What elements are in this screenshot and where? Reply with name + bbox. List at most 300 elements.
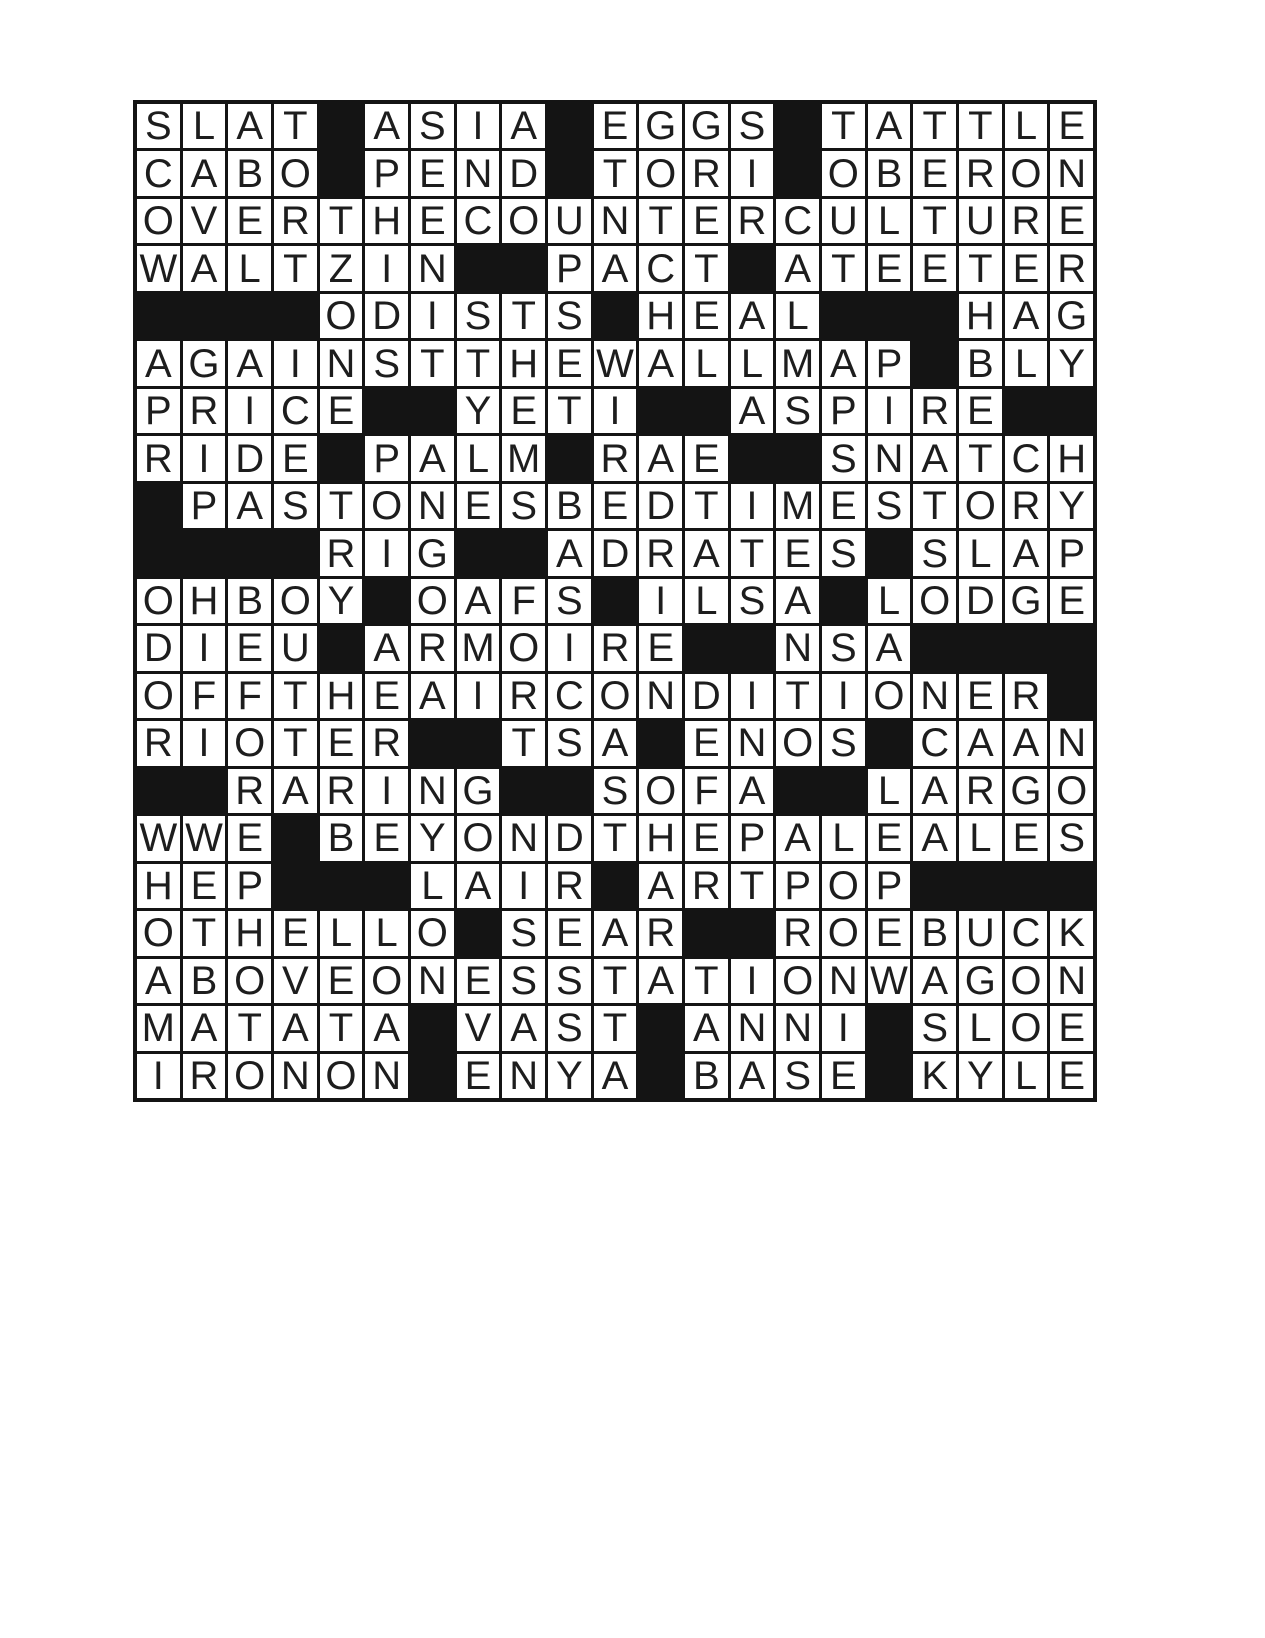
letter-cell: B: [228, 151, 271, 195]
black-square: [274, 864, 317, 908]
letter-cell: O: [639, 151, 682, 195]
letter-cell: V: [457, 1006, 500, 1050]
letter-cell: T: [594, 816, 637, 860]
letter-cell: R: [639, 531, 682, 575]
letter-cell: L: [320, 911, 363, 955]
letter-cell: G: [183, 341, 226, 385]
letter-cell: A: [913, 769, 956, 813]
letter-cell: L: [731, 341, 774, 385]
letter-cell: I: [183, 721, 226, 765]
letter-cell: R: [594, 436, 637, 480]
letter-cell: N: [502, 816, 545, 860]
letter-cell: L: [868, 579, 911, 623]
black-square: [868, 721, 911, 765]
letter-cell: L: [1005, 341, 1048, 385]
letter-cell: R: [731, 199, 774, 243]
letter-cell: A: [594, 721, 637, 765]
letter-cell: C: [274, 389, 317, 433]
letter-cell: S: [274, 484, 317, 528]
letter-cell: Y: [320, 579, 363, 623]
letter-cell: O: [274, 151, 317, 195]
letter-cell: N: [913, 674, 956, 718]
letter-cell: S: [1050, 816, 1093, 860]
letter-cell: T: [594, 1006, 637, 1050]
letter-cell: L: [959, 531, 1002, 575]
letter-cell: A: [639, 436, 682, 480]
letter-cell: O: [502, 199, 545, 243]
black-square: [411, 721, 454, 765]
letter-cell: L: [868, 199, 911, 243]
letter-cell: O: [959, 484, 1002, 528]
letter-cell: E: [320, 721, 363, 765]
letter-cell: W: [137, 246, 180, 290]
letter-cell: S: [822, 531, 865, 575]
letter-cell: E: [959, 389, 1002, 433]
letter-cell: O: [365, 959, 408, 1003]
letter-cell: N: [868, 436, 911, 480]
black-square: [411, 1006, 454, 1050]
black-square: [868, 531, 911, 575]
black-square: [228, 531, 271, 575]
black-square: [639, 721, 682, 765]
letter-cell: N: [274, 1054, 317, 1098]
letter-cell: T: [548, 389, 591, 433]
letter-cell: S: [548, 721, 591, 765]
letter-cell: A: [868, 626, 911, 670]
letter-cell: N: [411, 769, 454, 813]
letter-cell: H: [639, 816, 682, 860]
letter-cell: A: [731, 389, 774, 433]
letter-cell: A: [228, 104, 271, 148]
letter-cell: T: [502, 294, 545, 338]
letter-cell: A: [365, 104, 408, 148]
letter-cell: W: [594, 341, 637, 385]
letter-cell: T: [320, 484, 363, 528]
black-square: [776, 104, 819, 148]
letter-cell: D: [959, 579, 1002, 623]
letter-cell: A: [685, 1006, 728, 1050]
letter-cell: I: [365, 246, 408, 290]
black-square: [868, 294, 911, 338]
letter-cell: E: [685, 816, 728, 860]
letter-cell: L: [183, 104, 226, 148]
letter-cell: A: [868, 104, 911, 148]
letter-cell: T: [959, 436, 1002, 480]
black-square: [411, 389, 454, 433]
black-square: [320, 104, 363, 148]
letter-cell: B: [548, 484, 591, 528]
letter-cell: T: [685, 959, 728, 1003]
letter-cell: I: [365, 769, 408, 813]
letter-cell: D: [548, 816, 591, 860]
letter-cell: B: [868, 151, 911, 195]
letter-cell: M: [137, 1006, 180, 1050]
black-square: [457, 531, 500, 575]
letter-cell: E: [868, 816, 911, 860]
black-square: [183, 294, 226, 338]
black-square: [457, 721, 500, 765]
black-square: [274, 294, 317, 338]
letter-cell: E: [502, 389, 545, 433]
letter-cell: B: [685, 1054, 728, 1098]
letter-cell: P: [868, 341, 911, 385]
letter-cell: E: [411, 151, 454, 195]
black-square: [1005, 864, 1048, 908]
letter-cell: R: [639, 911, 682, 955]
letter-cell: T: [274, 674, 317, 718]
letter-cell: R: [776, 911, 819, 955]
letter-cell: E: [1050, 579, 1093, 623]
letter-cell: A: [1005, 721, 1048, 765]
letter-cell: C: [776, 199, 819, 243]
letter-cell: L: [457, 436, 500, 480]
letter-cell: Y: [457, 389, 500, 433]
letter-cell: C: [1005, 911, 1048, 955]
letter-cell: A: [594, 1054, 637, 1098]
letter-cell: S: [411, 104, 454, 148]
letter-cell: E: [822, 1054, 865, 1098]
letter-cell: O: [411, 579, 454, 623]
black-square: [274, 531, 317, 575]
letter-cell: E: [411, 199, 454, 243]
letter-cell: L: [822, 816, 865, 860]
letter-cell: R: [685, 151, 728, 195]
letter-cell: A: [274, 769, 317, 813]
letter-cell: N: [1050, 959, 1093, 1003]
letter-cell: T: [457, 341, 500, 385]
letter-cell: M: [776, 341, 819, 385]
letter-cell: L: [1005, 104, 1048, 148]
letter-cell: Z: [320, 246, 363, 290]
letter-cell: E: [776, 531, 819, 575]
letter-cell: N: [411, 246, 454, 290]
black-square: [365, 389, 408, 433]
letter-cell: R: [913, 389, 956, 433]
black-square: [320, 864, 363, 908]
letter-cell: E: [913, 246, 956, 290]
letter-cell: H: [228, 911, 271, 955]
black-square: [411, 1054, 454, 1098]
black-square: [1050, 674, 1093, 718]
letter-cell: B: [320, 816, 363, 860]
letter-cell: P: [776, 864, 819, 908]
letter-cell: C: [137, 151, 180, 195]
black-square: [548, 104, 591, 148]
letter-cell: R: [959, 769, 1002, 813]
black-square: [685, 911, 728, 955]
letter-cell: I: [457, 674, 500, 718]
black-square: [365, 579, 408, 623]
letter-cell: H: [183, 579, 226, 623]
black-square: [457, 911, 500, 955]
letter-cell: I: [731, 151, 774, 195]
letter-cell: T: [776, 674, 819, 718]
letter-cell: A: [731, 294, 774, 338]
black-square: [959, 626, 1002, 670]
letter-cell: E: [1005, 816, 1048, 860]
letter-cell: E: [639, 626, 682, 670]
letter-cell: P: [365, 151, 408, 195]
black-square: [731, 436, 774, 480]
letter-cell: A: [913, 436, 956, 480]
letter-cell: I: [594, 389, 637, 433]
letter-cell: H: [639, 294, 682, 338]
letter-cell: S: [776, 1054, 819, 1098]
letter-cell: O: [137, 674, 180, 718]
letter-cell: N: [320, 341, 363, 385]
letter-cell: L: [411, 864, 454, 908]
letter-cell: O: [502, 626, 545, 670]
letter-cell: F: [685, 769, 728, 813]
letter-cell: O: [868, 674, 911, 718]
letter-cell: T: [822, 246, 865, 290]
black-square: [639, 1054, 682, 1098]
black-square: [274, 816, 317, 860]
letter-cell: D: [685, 674, 728, 718]
letter-cell: Y: [1050, 484, 1093, 528]
letter-cell: L: [228, 246, 271, 290]
black-square: [1050, 626, 1093, 670]
letter-cell: H: [1050, 436, 1093, 480]
black-square: [913, 864, 956, 908]
letter-cell: S: [776, 389, 819, 433]
letter-cell: P: [868, 864, 911, 908]
letter-cell: H: [365, 199, 408, 243]
letter-cell: C: [1005, 436, 1048, 480]
letter-cell: P: [731, 816, 774, 860]
letter-cell: O: [776, 959, 819, 1003]
letter-cell: N: [776, 626, 819, 670]
letter-cell: S: [822, 436, 865, 480]
letter-cell: N: [731, 721, 774, 765]
black-square: [822, 294, 865, 338]
letter-cell: C: [639, 246, 682, 290]
letter-cell: O: [137, 199, 180, 243]
black-square: [731, 246, 774, 290]
letter-cell: N: [1050, 151, 1093, 195]
black-square: [594, 579, 637, 623]
letter-cell: C: [457, 199, 500, 243]
letter-cell: T: [411, 341, 454, 385]
black-square: [776, 436, 819, 480]
letter-cell: W: [137, 816, 180, 860]
letter-cell: S: [822, 721, 865, 765]
letter-cell: I: [731, 674, 774, 718]
letter-cell: G: [411, 531, 454, 575]
letter-cell: O: [228, 1054, 271, 1098]
letter-cell: S: [457, 294, 500, 338]
letter-cell: E: [320, 959, 363, 1003]
letter-cell: I: [457, 104, 500, 148]
black-square: [183, 531, 226, 575]
letter-cell: O: [137, 579, 180, 623]
letter-cell: O: [274, 579, 317, 623]
letter-cell: W: [183, 816, 226, 860]
letter-cell: T: [183, 911, 226, 955]
letter-cell: A: [502, 104, 545, 148]
black-square: [548, 151, 591, 195]
letter-cell: R: [137, 721, 180, 765]
letter-cell: A: [1005, 294, 1048, 338]
letter-cell: H: [320, 674, 363, 718]
letter-cell: V: [274, 959, 317, 1003]
black-square: [731, 911, 774, 955]
letter-cell: Y: [1050, 341, 1093, 385]
letter-cell: B: [913, 911, 956, 955]
letter-cell: R: [502, 674, 545, 718]
letter-cell: A: [183, 1006, 226, 1050]
letter-cell: B: [959, 341, 1002, 385]
letter-cell: S: [502, 484, 545, 528]
letter-cell: O: [320, 294, 363, 338]
letter-cell: H: [502, 341, 545, 385]
letter-cell: E: [594, 104, 637, 148]
letter-cell: A: [274, 1006, 317, 1050]
letter-cell: O: [822, 151, 865, 195]
letter-cell: E: [457, 959, 500, 1003]
black-square: [639, 1006, 682, 1050]
letter-cell: R: [183, 389, 226, 433]
letter-cell: N: [411, 484, 454, 528]
letter-cell: F: [183, 674, 226, 718]
letter-cell: O: [365, 484, 408, 528]
letter-cell: S: [365, 341, 408, 385]
black-square: [1050, 389, 1093, 433]
letter-cell: S: [137, 104, 180, 148]
black-square: [548, 436, 591, 480]
letter-cell: A: [502, 1006, 545, 1050]
black-square: [137, 294, 180, 338]
letter-cell: O: [228, 959, 271, 1003]
letter-cell: S: [502, 911, 545, 955]
black-square: [548, 769, 591, 813]
letter-cell: L: [959, 816, 1002, 860]
letter-cell: G: [1005, 769, 1048, 813]
letter-cell: R: [1005, 674, 1048, 718]
letter-cell: S: [731, 579, 774, 623]
letter-cell: L: [1005, 1054, 1048, 1098]
letter-cell: E: [548, 341, 591, 385]
black-square: [1005, 626, 1048, 670]
letter-cell: A: [594, 246, 637, 290]
letter-cell: O: [594, 674, 637, 718]
letter-cell: E: [868, 246, 911, 290]
letter-cell: H: [959, 294, 1002, 338]
letter-cell: Y: [411, 816, 454, 860]
letter-cell: M: [502, 436, 545, 480]
letter-cell: H: [137, 864, 180, 908]
letter-cell: A: [1005, 531, 1048, 575]
letter-cell: R: [320, 531, 363, 575]
letter-cell: R: [183, 1054, 226, 1098]
letter-cell: A: [137, 959, 180, 1003]
crossword-grid: [133, 100, 1097, 1102]
letter-cell: L: [776, 294, 819, 338]
letter-cell: I: [822, 1006, 865, 1050]
letter-cell: A: [913, 959, 956, 1003]
letter-cell: T: [320, 1006, 363, 1050]
letter-cell: R: [1005, 199, 1048, 243]
letter-cell: R: [274, 199, 317, 243]
letter-cell: T: [320, 199, 363, 243]
letter-cell: E: [320, 389, 363, 433]
letter-cell: C: [548, 674, 591, 718]
letter-cell: I: [868, 389, 911, 433]
letter-cell: A: [594, 911, 637, 955]
black-square: [594, 294, 637, 338]
letter-cell: L: [685, 341, 728, 385]
letter-cell: N: [457, 151, 500, 195]
black-square: [913, 626, 956, 670]
letter-cell: I: [731, 484, 774, 528]
letter-cell: E: [365, 674, 408, 718]
letter-cell: M: [457, 626, 500, 670]
letter-cell: A: [365, 1006, 408, 1050]
letter-cell: A: [183, 151, 226, 195]
letter-cell: E: [1050, 1054, 1093, 1098]
letter-cell: E: [228, 816, 271, 860]
letter-cell: I: [502, 864, 545, 908]
letter-cell: S: [548, 1006, 591, 1050]
letter-cell: S: [548, 959, 591, 1003]
letter-cell: I: [639, 579, 682, 623]
letter-cell: G: [959, 959, 1002, 1003]
letter-cell: E: [959, 674, 1002, 718]
letter-cell: A: [731, 1054, 774, 1098]
letter-cell: D: [594, 531, 637, 575]
letter-cell: P: [1050, 531, 1093, 575]
black-square: [822, 579, 865, 623]
black-square: [868, 1054, 911, 1098]
letter-cell: A: [411, 436, 454, 480]
letter-cell: I: [228, 389, 271, 433]
letter-cell: O: [228, 721, 271, 765]
letter-cell: E: [594, 484, 637, 528]
letter-cell: E: [1050, 199, 1093, 243]
letter-cell: T: [685, 246, 728, 290]
black-square: [320, 151, 363, 195]
letter-cell: E: [274, 911, 317, 955]
letter-cell: A: [548, 531, 591, 575]
letter-cell: G: [639, 104, 682, 148]
letter-cell: T: [913, 484, 956, 528]
letter-cell: O: [913, 579, 956, 623]
letter-cell: Y: [548, 1054, 591, 1098]
letter-cell: E: [1005, 246, 1048, 290]
letter-cell: L: [365, 911, 408, 955]
letter-cell: E: [685, 199, 728, 243]
letter-cell: E: [548, 911, 591, 955]
letter-cell: N: [639, 674, 682, 718]
black-square: [685, 626, 728, 670]
letter-cell: S: [822, 626, 865, 670]
black-square: [365, 864, 408, 908]
letter-cell: L: [685, 579, 728, 623]
letter-cell: I: [137, 1054, 180, 1098]
black-square: [137, 769, 180, 813]
letter-cell: R: [1005, 484, 1048, 528]
letter-cell: D: [502, 151, 545, 195]
letter-cell: U: [548, 199, 591, 243]
letter-cell: A: [457, 864, 500, 908]
letter-cell: A: [639, 864, 682, 908]
black-square: [183, 769, 226, 813]
letter-cell: T: [731, 864, 774, 908]
letter-cell: E: [228, 626, 271, 670]
letter-cell: M: [776, 484, 819, 528]
letter-cell: G: [1005, 579, 1048, 623]
black-square: [913, 341, 956, 385]
